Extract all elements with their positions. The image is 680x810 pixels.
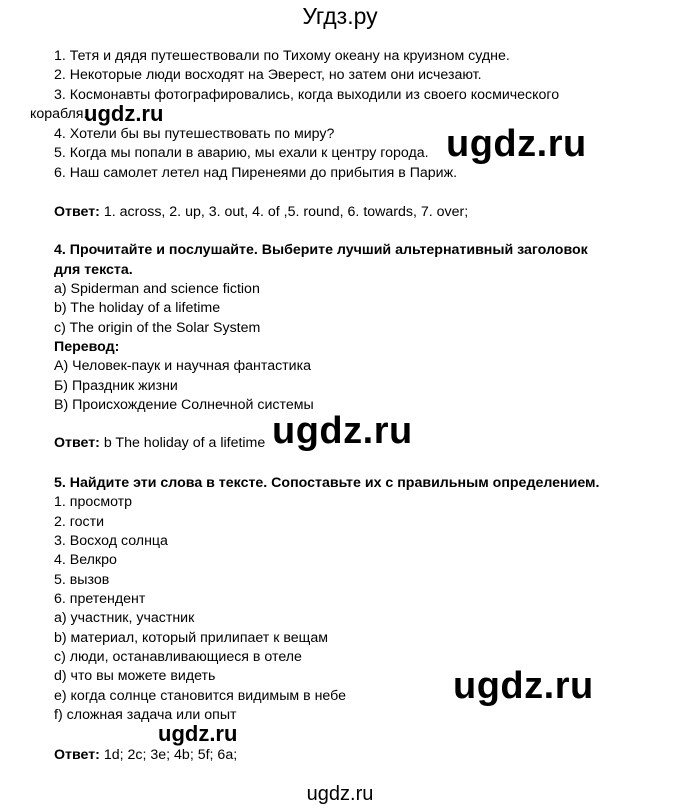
task4-answer-line — [54, 434, 265, 453]
task4-translation-a: А) Человек-паук и научная фантастика — [54, 358, 312, 374]
task4-translation-b: Б) Праздник жизни — [54, 378, 178, 394]
answer-text: 1. across, 2. up, 3. out, 4. of ,5. round, 6. towards, 7. over; — [99, 204, 469, 220]
task5-word-6: 6. претендент — [54, 591, 146, 607]
watermark-large: ugdz.ru — [446, 123, 587, 165]
task5-word-5: 5. вызов — [54, 572, 110, 588]
sentence-3-continued: корабля. — [30, 106, 88, 122]
answer-line — [54, 203, 468, 222]
task4-translation-c: В) Происхождение Солнечной системы — [54, 397, 314, 413]
sentence-6: 6. Наш самолет летел над Пиренеями до прибытия в Париж. — [54, 165, 458, 181]
watermark-small: ugdz.ru — [158, 721, 238, 746]
task4-answer-label: Ответ: — [54, 435, 100, 451]
watermark-large: ugdz.ru — [453, 665, 594, 707]
task5-definition-e: e) когда солнце становится видимым в небе — [54, 688, 346, 704]
sentence-5: 5. Когда мы попали в аварию, мы ехали к центру города. — [54, 145, 429, 161]
task5-definition-c: c) люди, останавливающиеся в отеле — [54, 649, 302, 665]
sentence-4: 4. Хотели бы вы путешествовать по миру? — [54, 126, 335, 142]
site-title: Угдз.ру — [302, 3, 378, 29]
sentence-1: 1. Тетя и дядя путешествовали по Тихому океану на круизном судне. — [54, 48, 510, 64]
task4-option-a: a) Spiderman and science fiction — [54, 281, 260, 297]
task5-word-2: 2. гости — [54, 514, 105, 530]
task5-definition-b: b) материал, который прилипает к вещам — [54, 630, 328, 646]
task5-answer-line — [54, 746, 237, 765]
task5-answer-text: 1d; 2c; 3e; 4b; 5f; 6a; — [99, 747, 238, 763]
watermark-large: ugdz.ru — [272, 410, 413, 452]
task4-translation-label: Перевод: — [54, 339, 120, 355]
task5-word-1: 1. просмотр — [54, 494, 133, 510]
task5-word-4: 4. Велкро — [54, 552, 117, 568]
footer-watermark: ugdz.ru — [306, 783, 374, 805]
task5-title: 5. Найдите эти слова в тексте. Сопоставьте их с правильным определением. — [54, 475, 600, 491]
task5-word-3: 3. Восход солнца — [54, 533, 168, 549]
watermark-small: ugdz.ru — [84, 101, 164, 126]
answer-label: Ответ: — [54, 204, 100, 220]
task4-answer-text: b The holiday of a lifetime — [99, 435, 266, 451]
task4-option-c: c) The origin of the Solar System — [54, 320, 261, 336]
sentence-2: 2. Некоторые люди восходят на Эверест, но затем они исчезают. — [54, 67, 482, 83]
task4-title-line2: для текста. — [54, 262, 133, 278]
task4-option-b: b) The holiday of a lifetime — [54, 300, 221, 316]
task5-answer-label: Ответ: — [54, 747, 100, 763]
task5-definition-a: a) участник, участник — [54, 610, 195, 626]
task5-definition-f: f) сложная задача или опыт — [54, 707, 237, 723]
sentence-3: 3. Космонавты фотографировались, когда выходили из своего космического — [54, 87, 560, 103]
task5-definition-d: d) что вы можете видеть — [54, 668, 216, 684]
task4-title-line1: 4. Прочитайте и послушайте. Выберите лучший альтернативный заголовок — [54, 242, 588, 258]
